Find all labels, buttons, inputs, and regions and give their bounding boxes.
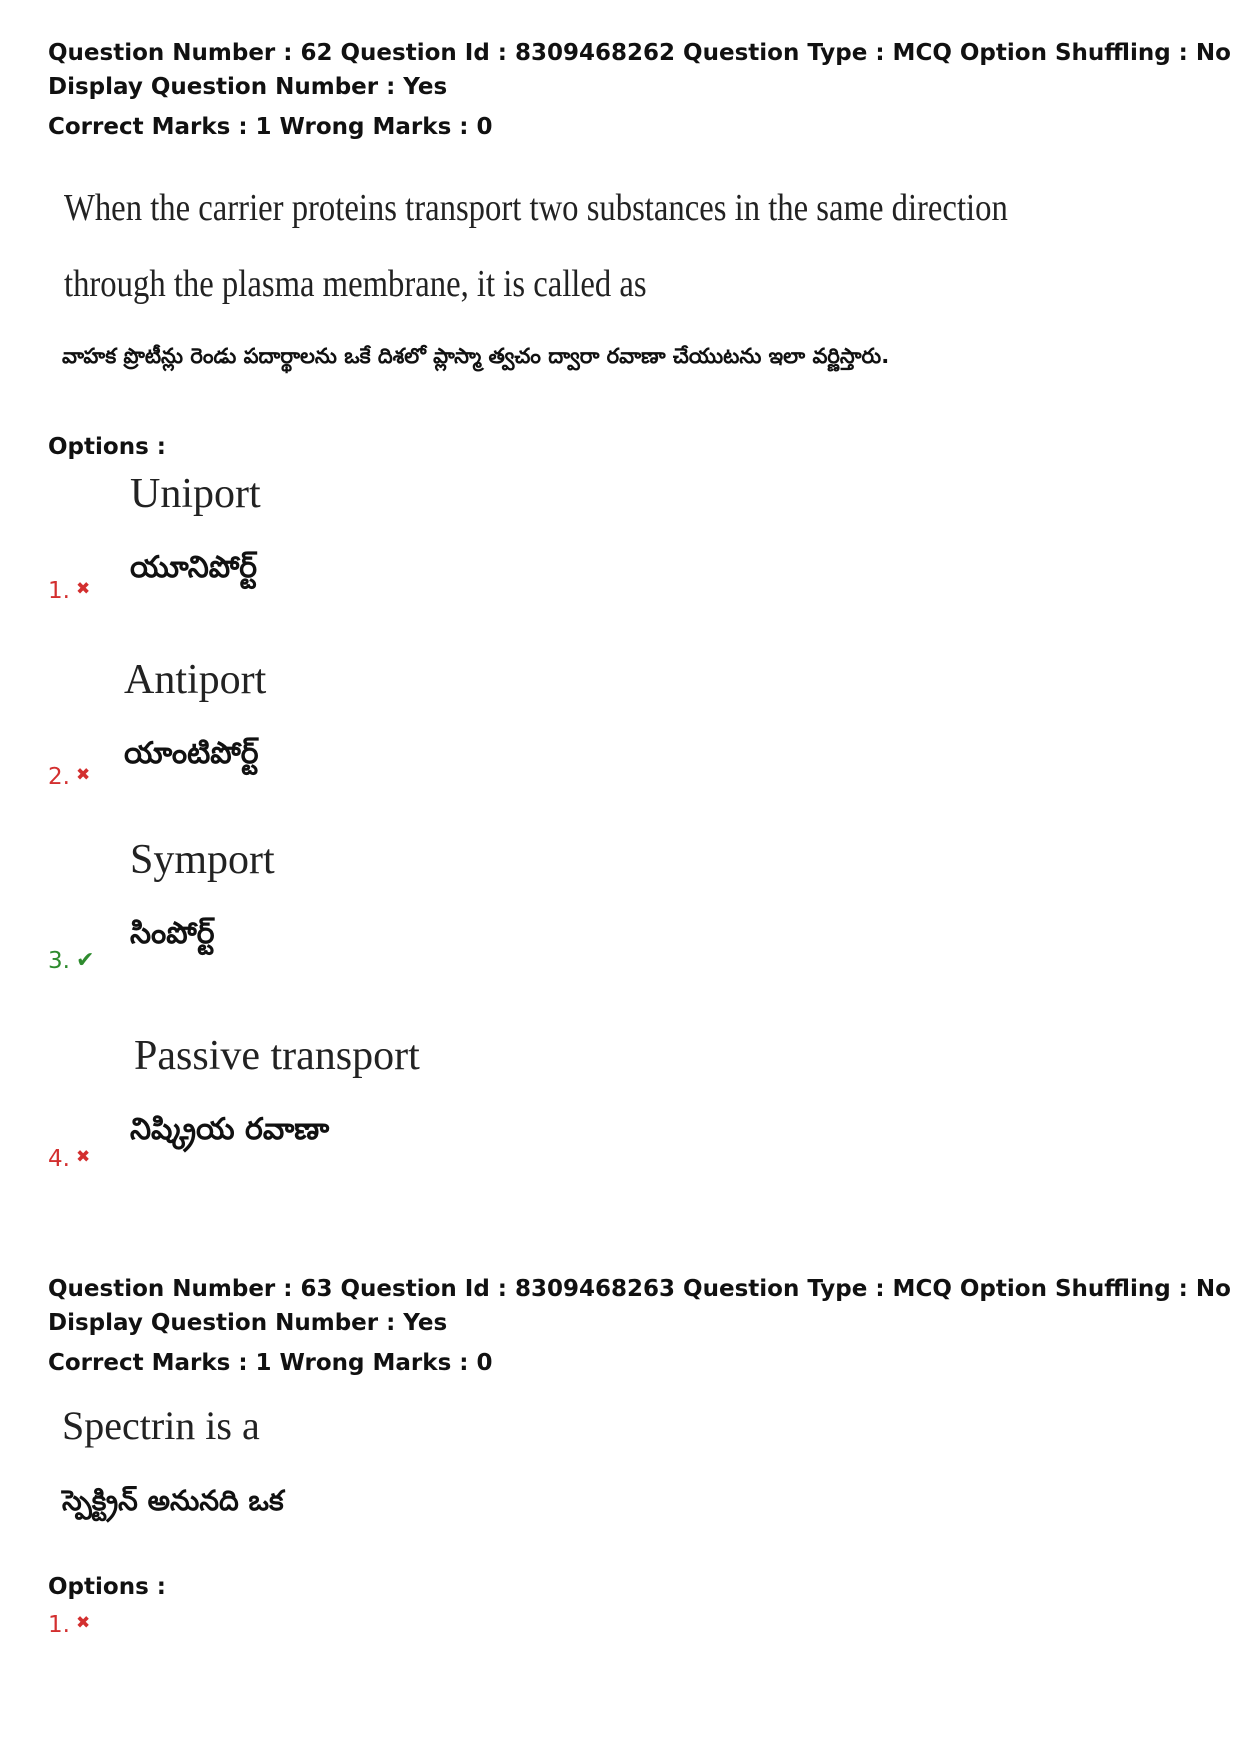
- q62-options-label: Options :: [48, 434, 166, 460]
- q62-option-1-telugu: యూనిపోర్ట్: [130, 550, 258, 585]
- q62-option-4-english: Passive transport: [134, 1033, 420, 1079]
- q62-option-4-telugu: నిష్క్రియ రవాణా: [130, 1112, 330, 1147]
- q62-option-3-indicator: [48, 948, 94, 974]
- q62-option-2-number: 2.: [48, 764, 70, 790]
- q62-option-1-indicator: [48, 578, 90, 604]
- q62-option-2-indicator: [48, 764, 90, 790]
- q62-option-2-english: Antiport: [124, 657, 267, 703]
- q62-option-2-telugu: యాంటిపోర్ట్: [124, 736, 259, 771]
- q63-marks: Correct Marks : 1 Wrong Marks : 0: [48, 1350, 493, 1376]
- q62-stem-english-line2: through the plasma membrane, it is called as: [64, 263, 647, 305]
- q63-header: Question Number : 63 Question Id : 8309468263 Question Type : MCQ Option Shuffling : No: [48, 1276, 1231, 1302]
- q62-option-4-indicator: [48, 1146, 90, 1172]
- q63-stem-english: Spectrin is a: [62, 1403, 260, 1448]
- cross-icon: ✖: [75, 1147, 91, 1167]
- q62-stem-english-line1: When the carrier proteins transport two substances in the same direction: [64, 187, 1008, 229]
- q63-option-1-indicator: [48, 1612, 90, 1638]
- q62-option-4-number: 4.: [48, 1146, 70, 1172]
- q62-option-1-english: Uniport: [130, 471, 261, 517]
- q63-options-label: Options :: [48, 1574, 166, 1600]
- q63-stem-telugu: స్పెక్ట్రిన్ అనునది ఒక: [62, 1484, 284, 1517]
- cross-icon: ✖: [75, 579, 91, 599]
- q63-display-number: Display Question Number : Yes: [48, 1310, 448, 1336]
- q62-display-number: Display Question Number : Yes: [48, 74, 448, 100]
- q62-marks: Correct Marks : 1 Wrong Marks : 0: [48, 114, 493, 140]
- q62-header: Question Number : 62 Question Id : 8309468262 Question Type : MCQ Option Shuffling : No: [48, 40, 1231, 66]
- q63-option-1-number: 1.: [48, 1612, 70, 1638]
- check-icon: ✔: [75, 948, 95, 973]
- q62-option-1-number: 1.: [48, 578, 70, 604]
- q62-option-3-english: Symport: [130, 837, 275, 883]
- q62-option-3-number: 3.: [48, 948, 70, 974]
- cross-icon: ✖: [75, 765, 91, 785]
- q62-option-3-telugu: సింపోర్ట్: [130, 916, 215, 951]
- cross-icon: ✖: [75, 1613, 91, 1633]
- q62-stem-telugu: వాహక ప్రొటీన్లు రెండు పదార్థాలను ఒకే దిశలో ప్లాస్మా త్వచం ద్వారా రవాణా చేయుటను ఇలా వర్ణిస్తారు.: [62, 344, 890, 368]
